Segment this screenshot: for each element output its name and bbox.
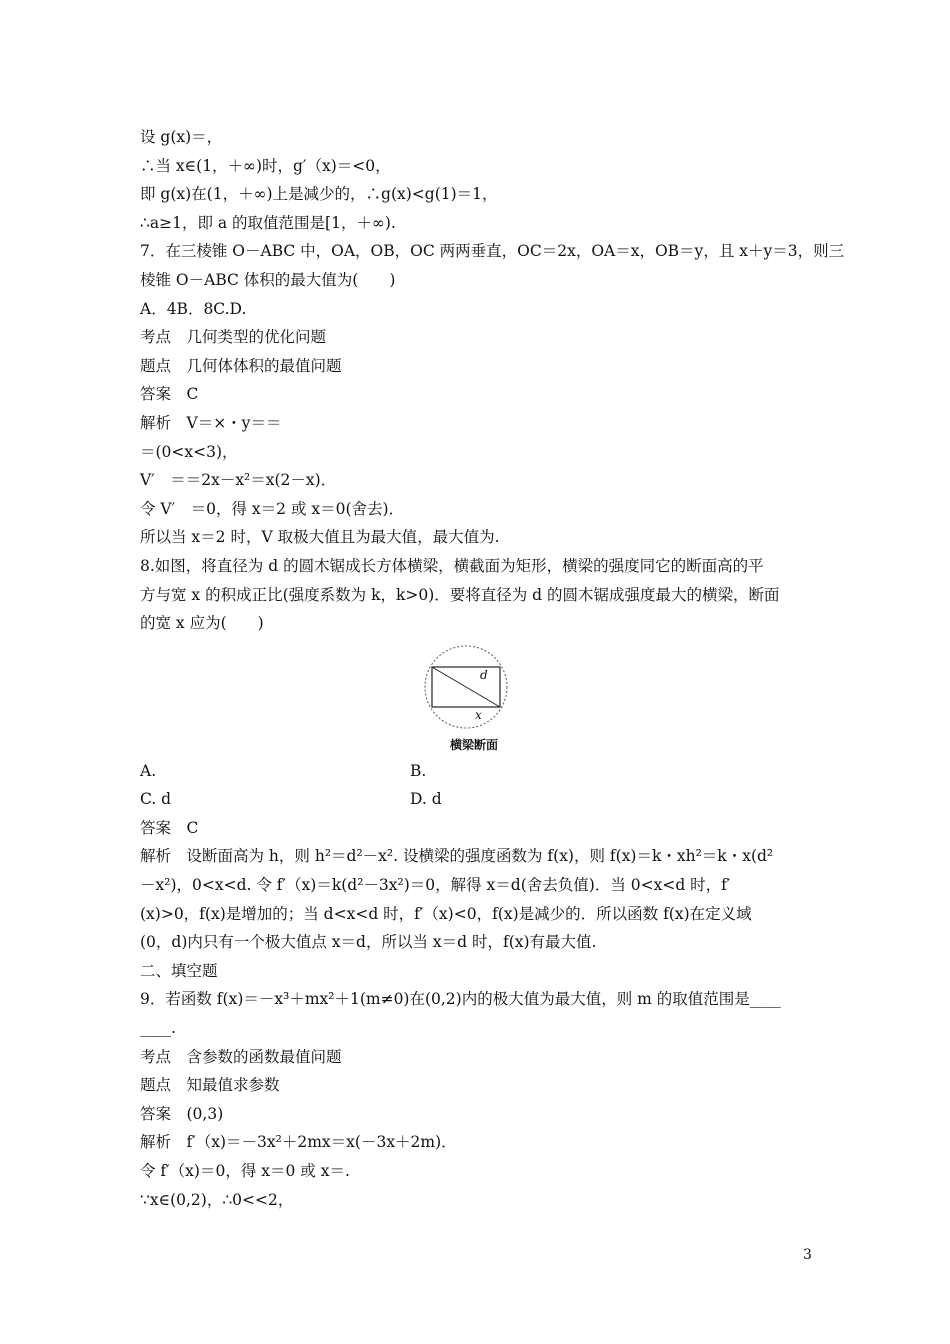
- analysis-line: －x²)，0<x<d. 令 f′（x)＝k(d²－3x²)＝0，解得 x＝d(舍去负值)．当 0<x<d 时，f′: [140, 876, 731, 895]
- question-8-line: 方与宽 x 的积成正比(强度系数为 k，k>0)．要将直径为 d 的圆木锯成强度最大的横梁，断面: [140, 585, 780, 604]
- option-c: C. d: [140, 790, 172, 809]
- beam-cross-section-figure: [140, 642, 820, 757]
- text-block-bottom: [140, 814, 820, 1214]
- figure-caption: 横梁断面: [450, 737, 499, 752]
- analysis-line: ∵x∈(0,2)，∴0<<2，: [140, 1190, 294, 1209]
- analysis-line: V′ ＝＝2x－x²＝x(2－x)．: [140, 471, 337, 490]
- diagonal-line: [432, 667, 500, 707]
- page-content: [140, 123, 845, 1214]
- question-7-options: A．4B．8C.D.: [140, 299, 247, 318]
- analysis-line: 解析 f′（x)＝－3x²＋2mx＝x(－3x＋2m)．: [140, 1133, 457, 1152]
- text-line: 即 g(x)在(1，＋∞)上是减少的，∴g(x)<g(1)＝1，: [140, 185, 498, 204]
- analysis-line: (x)>0，f(x)是增加的；当 d<x<d 时，f′（x)<0，f(x)是减少的．所以函数 f(x)在定义域: [140, 904, 752, 923]
- tidian-line: 题点 知最值求参数: [140, 1076, 280, 1095]
- circle-rectangle-diagram: [422, 642, 512, 737]
- question-7-line: 7．在三棱锥 O－ABC 中，OA，OB，OC 两两垂直，OC＝2x，OA＝x，OB＝y，且 x＋y＝3，则三: [140, 242, 845, 261]
- width-label: x: [475, 707, 482, 722]
- analysis-line: 解析 设断面高为 h，则 h²＝d²－x². 设横梁的强度函数为 f(x)，则 f(x)＝k・xh²＝k・x(d²: [140, 847, 774, 866]
- analysis-line: ＝(0<x<3)，: [140, 442, 238, 461]
- options-row: [140, 785, 820, 814]
- question-9-line: 9．若函数 f(x)＝－x³＋mx²＋1(m≠0)在(0,2)内的极大值为最大值，则 m 的取值范围是____: [140, 990, 781, 1009]
- text-line: 设 g(x)＝，: [140, 128, 223, 146]
- question-8-line: 的宽 x 应为( ): [140, 614, 264, 633]
- question-7-line: 棱锥 O－ABC 体积的最大值为( ): [140, 270, 396, 289]
- analysis-line: 所以当 x＝2 时，V 取极大值且为最大值，最大值为.: [140, 528, 500, 547]
- kaodian-line: 考点 含参数的函数最值问题: [140, 1047, 342, 1066]
- option-a: A.: [140, 761, 157, 780]
- answer-line: 答案 C: [140, 818, 199, 837]
- text-line: ∴a≥1，即 a 的取值范围是[1，＋∞).: [140, 213, 396, 232]
- text-line: ∴当 x∈(1，＋∞)时，g′（x)＝<0，: [140, 156, 391, 175]
- answer-line: 答案 C: [140, 385, 199, 404]
- analysis-line: 解析 V＝×・y＝＝: [140, 413, 282, 432]
- tidian-line: 题点 几何体体积的最值问题: [140, 356, 342, 375]
- answer-line: 答案 (0,3): [140, 1104, 224, 1123]
- options-row: [140, 757, 820, 786]
- analysis-line: (0，d)内只有一个极大值点 x＝d，所以当 x＝d 时，f(x)有最大值.: [140, 933, 597, 952]
- section-heading: 二、填空题: [140, 961, 218, 980]
- diameter-label: d: [480, 667, 488, 682]
- option-b: B.: [410, 761, 427, 780]
- analysis-line: 令 f′（x)＝0，得 x＝0 或 x＝.: [140, 1162, 350, 1180]
- question-9-line: ____.: [140, 1019, 176, 1038]
- option-d: D. d: [410, 790, 442, 809]
- question-8-line: 8.如图，将直径为 d 的圆木锯成长方体横梁，横截面为矩形，横梁的强度同它的断面高的平: [140, 556, 764, 575]
- kaodian-line: 考点 几何类型的优化问题: [140, 328, 327, 347]
- page-number: 3: [803, 1247, 812, 1263]
- analysis-line: 令 V′ ＝0，得 x＝2 或 x＝0(舍去)．: [140, 499, 405, 518]
- text-block-top: [140, 123, 845, 638]
